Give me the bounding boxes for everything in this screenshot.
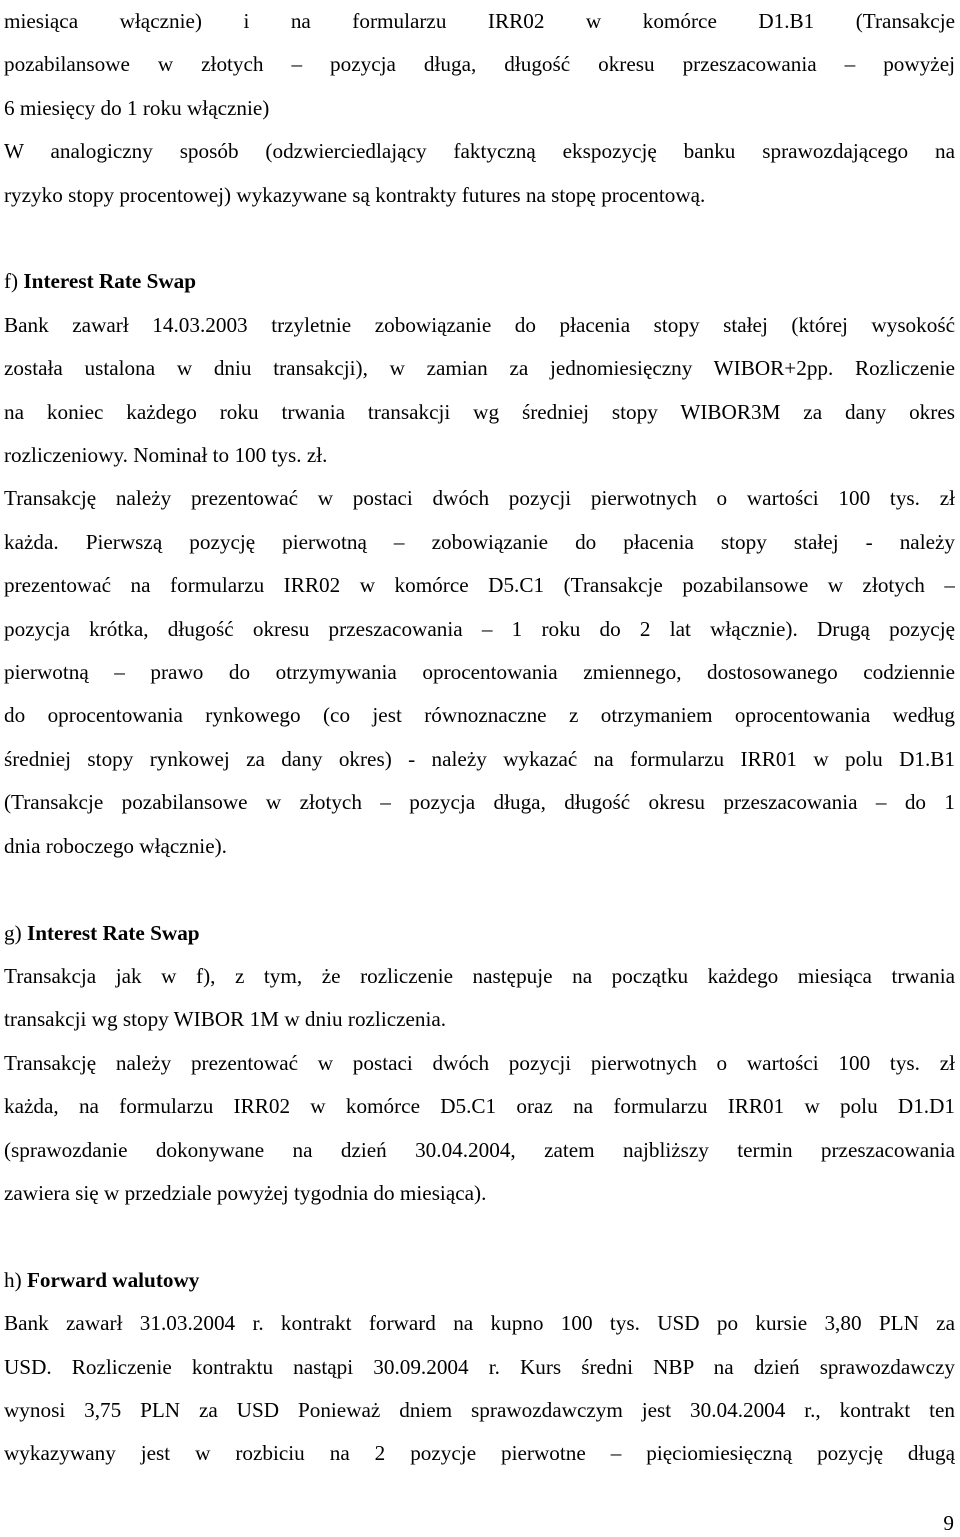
text-line: Transakcję należy prezentować w postaci dwóch pozycji pierwotnych o wartości 100 tys. zł <box>4 1050 955 1075</box>
section-f-heading <box>4 260 955 303</box>
text-line: wynosi 3,75 PLN za USD Ponieważ dniem sprawozdawczym jest 30.04.2004 r., kontrakt ten <box>4 1397 955 1422</box>
text-line: miesiąca włącznie) i na formularzu IRR02 w komórce D1.B1 (Transakcje <box>4 9 955 33</box>
text-line: do oprocentowania rynkowego (co jest równoznaczne z otrzymaniem oprocentowania według <box>4 703 955 728</box>
section-title: Interest Rate Swap <box>26 920 200 945</box>
section-h-paragraph-1 <box>4 1302 955 1476</box>
section-h-heading <box>4 1259 955 1302</box>
text-line: 6 miesięcy do 1 roku włącznie) <box>4 95 270 120</box>
text-line: każda. Pierwszą pozycję pierwotną – zobowiązanie do płacenia stopy stałej - należy <box>4 529 955 554</box>
text-line: na koniec każdego roku trwania transakcji wg średniej stopy WIBOR3M za dany okres <box>4 399 955 424</box>
text-line: ryzyko stopy procentowej) wykazywane są kontrakty futures na stopę procentową. <box>4 182 706 207</box>
paragraph-gap <box>4 217 955 260</box>
text-line: średniej stopy rynkowej za dany okres) - należy wykazać na formularzu IRR01 w polu D1.B1 <box>4 746 955 771</box>
text-line: prezentować na formularzu IRR02 w komórce D5.C1 (Transakcje pozabilansowe w złotych – <box>4 573 955 598</box>
section-f-paragraph-2 <box>4 477 955 868</box>
section-g-paragraph-1 <box>4 955 955 1042</box>
section-g-paragraph-2 <box>4 1042 955 1216</box>
text-line: rozliczeniowy. Nominał to 100 tys. zł. <box>4 443 328 468</box>
intro-paragraph <box>4 0 955 130</box>
text-line: dnia roboczego włącznie). <box>4 833 227 858</box>
text-line: pierwotną – prawo do otrzymywania oprocentowania zmiennego, dostosowanego codziennie <box>4 660 955 685</box>
section-prefix: g) <box>4 920 22 945</box>
section-g-heading <box>4 912 955 955</box>
paragraph-gap <box>4 868 955 911</box>
section-title: Forward walutowy <box>26 1267 200 1292</box>
text-line: USD. Rozliczenie kontraktu nastąpi 30.09.2004 r. Kurs średni NBP na dzień sprawozdawczy <box>4 1354 955 1379</box>
section-prefix: h) <box>4 1267 22 1292</box>
text-line: Bank zawarł 31.03.2004 r. kontrakt forward na kupno 100 tys. USD po kursie 3,80 PLN za <box>4 1311 955 1336</box>
text-line: transakcji wg stopy WIBOR 1M w dniu rozliczenia. <box>4 1007 447 1032</box>
futures-paragraph <box>4 130 955 217</box>
text-line: każda, na formularzu IRR02 w komórce D5.C1 oraz na formularzu IRR01 w polu D1.D1 <box>4 1094 955 1119</box>
text-line: pozycja krótka, długość okresu przeszacowania – 1 roku do 2 lat włącznie). Drugą pozycję <box>4 616 955 641</box>
document-page <box>4 0 955 1476</box>
page-number: 9 <box>943 1511 954 1535</box>
text-line: (Transakcje pozabilansowe w złotych – pozycja długa, długość okresu przeszacowania – do 1 <box>4 790 955 815</box>
text-line: zawiera się w przedziale powyżej tygodnia do miesiąca). <box>4 1180 487 1205</box>
text-line: W analogiczny sposób (odzwierciedlający faktyczną ekspozycję banku sprawozdającego na <box>4 139 955 164</box>
text-line: pozabilansowe w złotych – pozycja długa, długość okresu przeszacowania – powyżej <box>4 52 955 77</box>
section-f-paragraph-1 <box>4 304 955 478</box>
text-line: Bank zawarł 14.03.2003 trzyletnie zobowiązanie do płacenia stopy stałej (której wysokość <box>4 312 955 337</box>
text-line: Transakcję należy prezentować w postaci dwóch pozycji pierwotnych o wartości 100 tys. zł <box>4 486 955 511</box>
paragraph-gap <box>4 1215 955 1258</box>
text-line: (sprawozdanie dokonywane na dzień 30.04.2004, zatem najbliższy termin przeszacowania <box>4 1137 955 1162</box>
section-title: Interest Rate Swap <box>23 269 197 294</box>
section-prefix: f) <box>4 269 19 294</box>
text-line: wykazywany jest w rozbiciu na 2 pozycje pierwotne – pięciomiesięczną pozycję długą <box>4 1441 955 1466</box>
text-line: Transakcja jak w f), z tym, że rozliczenie następuje na początku każdego miesiąca trwania <box>4 963 955 988</box>
text-line: została ustalona w dniu transakcji), w zamian za jednomiesięczny WIBOR+2pp. Rozliczenie <box>4 356 955 381</box>
